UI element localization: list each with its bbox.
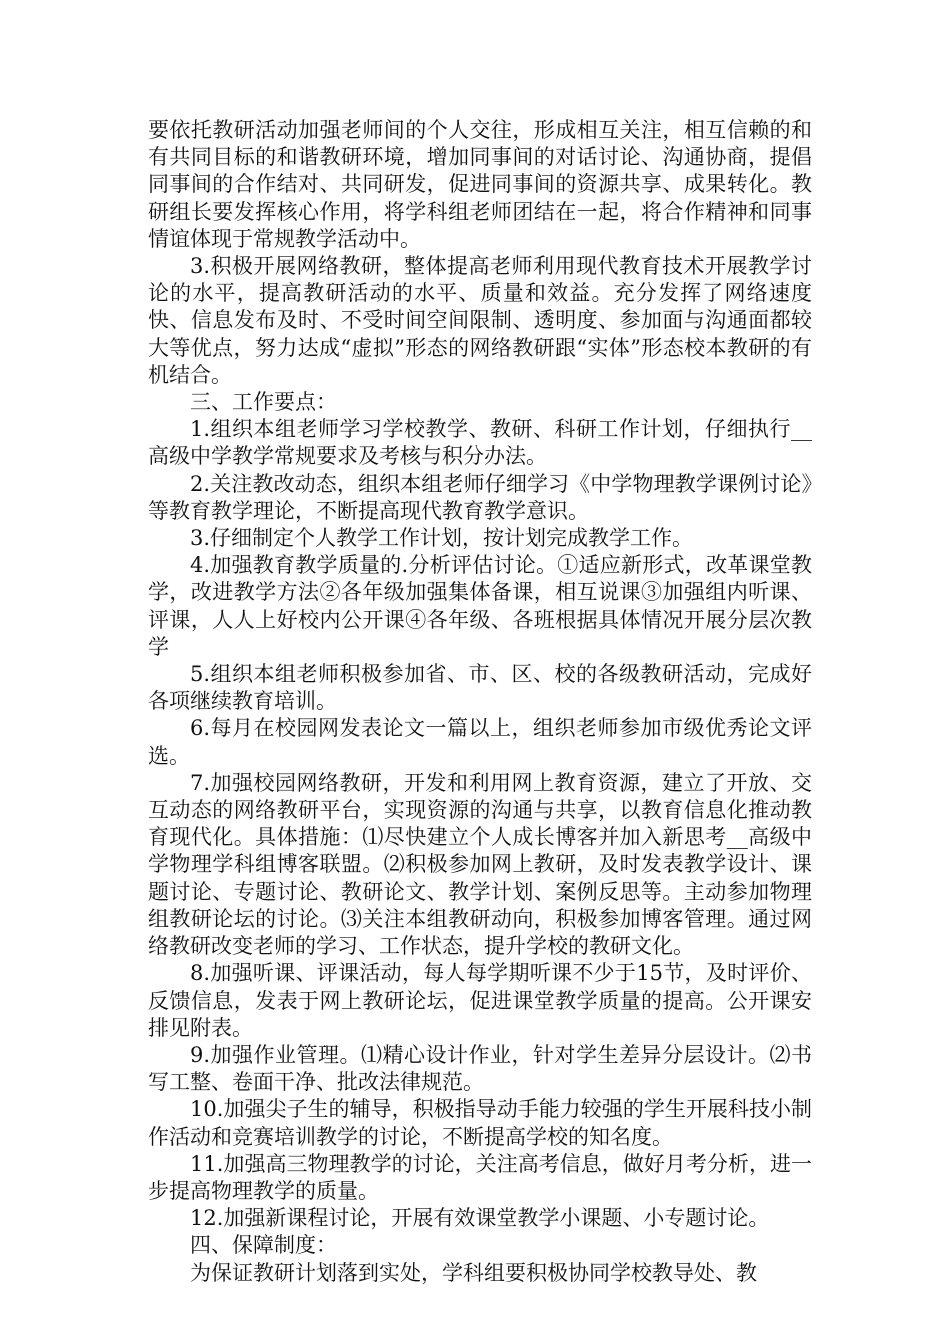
section-heading-guarantee: 四、保障制度： <box>190 1233 337 1258</box>
work-point-9: 9.加强作业管理。⑴精心设计作业，针对学生差异分层设计。⑵书写工整、卷面干净、批改法律规范。 <box>148 1042 812 1095</box>
paragraph-continuation: 要依托教研活动加强老师间的个人交往，形成相互关注，相互信赖的和有共同目标的和谐教研环境，增加同事间的对话讨论、沟通协商，提倡同事间的合作结对、共同研发，促进同事间的资源共享、成果转化。教研组长要发挥核心作用，将学科组老师团结在一起，将合作精神和同事情谊体现于常规教学活动中。 <box>148 118 812 251</box>
work-point-5: 5.组织本组老师积极参加省、市、区、校的各级教研活动，完成好各项继续教育培训。 <box>148 662 812 714</box>
work-point-7: 7.加强校园网络教研，开发和利用网上教育资源，建立了开放、交互动态的网络教研平台，实现资源的沟通与共享，以教育信息化推动教育现代化。具体措施：⑴尽快建立个人成长博客并加入新思考__高级中学物理学科组博客联盟。⑵积极参加网上教研，及时发表教学设计、课题讨论、专题讨论、教研论文、教学计划、案例反思等。主动参加物理组教研论坛的讨论。⑶关注本组教研动向，积极参加博客管理。通过网络教研改变老师的学习、工作状态，提升学校的教研文化。 <box>148 770 812 959</box>
section-heading-work-points: 三、工作要点： <box>190 390 337 415</box>
work-point-6: 6.每月在校园网发表论文一篇以上，组织老师参加市级优秀论文评选。 <box>148 716 812 768</box>
document-body <box>148 117 812 1287</box>
paragraph-item-3-network-research: 3.积极开展网络教研，整体提高老师利用现代教育技术开展教学讨论的水平，提高教研活动的水平、质量和效益。充分发挥了网络速度快、信息发布及时、不受时间空间限制、透明度、参加面与沟通面都较大等优点，努力达成“虚拟”形态的网络教研跟“实体”形态校本教研的有机结合。 <box>148 254 812 387</box>
work-point-10: 10.加强尖子生的辅导，积极指导动手能力较强的学生开展科技小制作活动和竞赛培训教学的讨论，不断提高学校的知名度。 <box>148 1097 812 1149</box>
work-point-1: 1.组织本组老师学习学校教学、教研、科研工作计划，仔细执行__高级中学教学常规要求及考核与积分办法。 <box>148 417 812 469</box>
work-point-8: 8.加强听课、评课活动，每人每学期听课不少于15节，及时评价、反馈信息，发表于网上教研论坛，促进课堂教学质量的提高。公开课安排见附表。 <box>148 961 812 1040</box>
work-point-2: 2.关注教改动态，组织本组老师仔细学习《中学物理教学课例讨论》等教育教学理论，不断提高现代教育教学意识。 <box>148 471 812 523</box>
work-point-11: 11.加强高三物理教学的讨论，关注高考信息，做好月考分析，进一步提高物理教学的质量。 <box>148 1151 812 1203</box>
work-point-12: 12.加强新课程讨论，开展有效课堂教学小课题、小专题讨论。 <box>190 1206 770 1231</box>
guarantee-paragraph: 为保证教研计划落到实处，学科组要积极协同学校教导处、教 <box>190 1260 757 1285</box>
work-point-4: 4.加强教育教学质量的.分析评估讨论。①适应新形式，改革课堂教学，改进教学方法②各年级加强集体备课，相互说课③加强组内听课、评课，人人上好校内公开课④各年级、各班根据具体情况开展分层次教学 <box>148 553 812 659</box>
work-point-3: 3.仔细制定个人教学工作计划，按计划完成教学工作。 <box>190 526 694 551</box>
